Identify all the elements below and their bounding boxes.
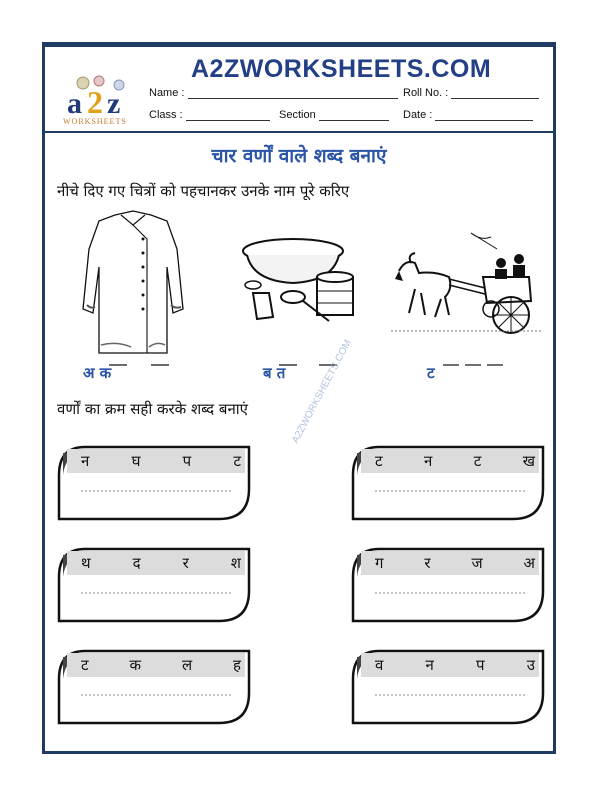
scramble-card	[57, 445, 251, 521]
letter: व	[375, 656, 384, 674]
scramble-card	[351, 445, 545, 521]
letter: ख	[522, 452, 535, 470]
svg-text:z: z	[107, 87, 121, 119]
hint-blanks-3	[443, 363, 513, 369]
section-label: Section	[279, 109, 316, 121]
class-label: Class :	[149, 109, 183, 121]
class-row	[149, 109, 270, 121]
hint-blanks-2	[279, 363, 359, 369]
worksheet-page	[42, 42, 556, 754]
letter: ज	[471, 554, 483, 572]
date-label: Date :	[403, 109, 433, 121]
name-row	[149, 87, 398, 99]
letter: र	[424, 554, 431, 572]
scramble-card	[57, 649, 251, 725]
hint-text: अ क	[83, 364, 112, 382]
utensils-icon	[233, 233, 363, 337]
scramble-letters	[375, 553, 535, 573]
instruction-scramble: वर्णों का क्रम सही करके शब्द बनाएं	[57, 400, 248, 418]
svg-text:a: a	[67, 87, 82, 119]
letter: ट	[81, 656, 89, 674]
letter: र	[182, 554, 189, 572]
letter: प	[182, 452, 192, 470]
roll-field[interactable]	[451, 88, 539, 99]
worksheet-heading: चार वर्णों वाले शब्द बनाएं	[211, 145, 387, 167]
horse-carriage-icon	[391, 229, 541, 343]
hint-text: ब त	[263, 364, 286, 382]
letter: ट	[473, 452, 482, 470]
top-border	[45, 45, 553, 47]
class-field[interactable]	[186, 110, 270, 121]
header-divider	[45, 131, 553, 133]
hint-blanks-1	[109, 363, 189, 369]
letter: द	[132, 554, 141, 572]
logo-icon	[61, 69, 161, 119]
letter: न	[81, 452, 90, 470]
roll-row	[403, 87, 539, 99]
scramble-letters	[81, 451, 241, 471]
svg-text:2: 2	[87, 84, 103, 119]
letter: उ	[526, 656, 535, 674]
scramble-letters	[81, 655, 241, 675]
section-row	[279, 109, 389, 121]
letter: थ	[81, 554, 91, 572]
letter: घ	[131, 452, 141, 470]
letter: ट	[375, 452, 383, 470]
roll-label: Roll No. :	[403, 87, 449, 99]
scramble-card	[57, 547, 251, 623]
logo-subtext: WORKSHEETS	[63, 117, 127, 126]
watermark: A2ZWORKSHEETS.COM	[290, 337, 354, 446]
scramble-letters	[81, 553, 241, 573]
picture-hint-3	[427, 363, 435, 383]
letter: अ	[523, 554, 535, 572]
name-field[interactable]	[188, 88, 398, 99]
section-field[interactable]	[319, 110, 389, 121]
hint-text: ट	[427, 364, 435, 382]
letter: न	[425, 656, 434, 674]
letter: न	[423, 452, 433, 470]
picture-hint-1	[83, 363, 111, 383]
site-title: A2ZWORKSHEETS.COM	[191, 55, 492, 83]
date-row	[403, 109, 533, 121]
site-logo	[61, 69, 161, 129]
letter: ल	[181, 656, 193, 674]
name-label: Name :	[149, 87, 185, 99]
sherwani-icon	[77, 209, 189, 363]
instruction-pictures: नीचे दिए गए चित्रों को पहचानकर उनके नाम पूरे करिए	[57, 182, 350, 200]
scramble-card	[351, 649, 545, 725]
letter: प	[476, 656, 485, 674]
scramble-card	[351, 547, 545, 623]
letter: ग	[375, 554, 384, 572]
scramble-letters	[375, 655, 535, 675]
letter: ह	[233, 656, 241, 674]
letter: ट	[233, 452, 241, 470]
date-field[interactable]	[435, 110, 533, 121]
letter: श	[230, 554, 241, 572]
letter: क	[129, 656, 142, 674]
scramble-letters	[375, 451, 535, 471]
